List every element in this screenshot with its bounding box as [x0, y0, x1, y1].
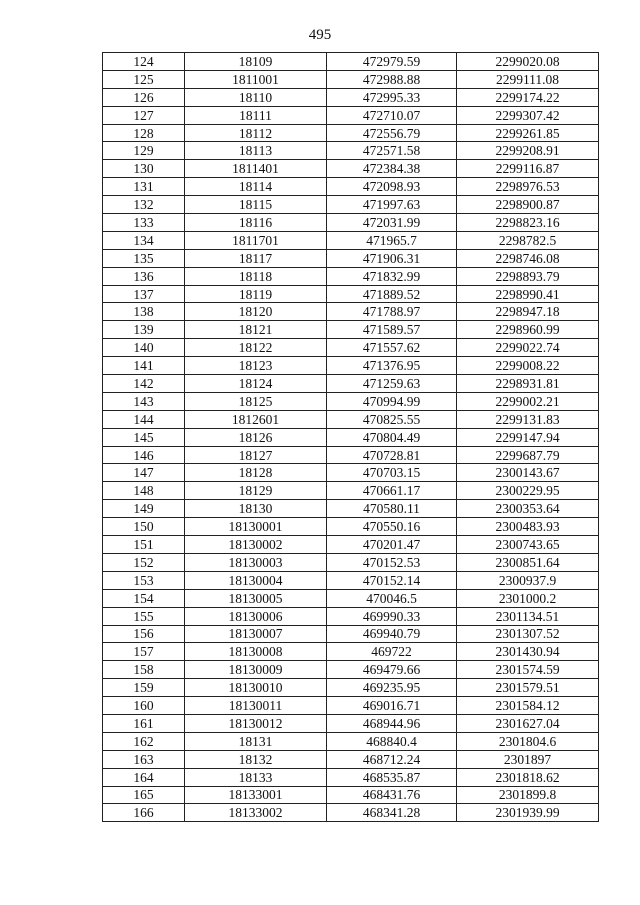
table-row: [103, 446, 599, 464]
y-coordinate-cell: 2301939.99: [457, 804, 599, 822]
x-coordinate-cell: 470994.99: [327, 392, 457, 410]
x-coordinate-cell: 470152.53: [327, 553, 457, 571]
row-number-cell: 149: [103, 500, 185, 518]
row-number-cell: 137: [103, 285, 185, 303]
point-id-cell: 18130004: [185, 571, 327, 589]
y-coordinate-cell: 2300229.95: [457, 482, 599, 500]
row-number-cell: 156: [103, 625, 185, 643]
x-coordinate-cell: 470728.81: [327, 446, 457, 464]
point-id-cell: 18133: [185, 768, 327, 786]
table-row: [103, 142, 599, 160]
y-coordinate-cell: 2301430.94: [457, 643, 599, 661]
y-coordinate-cell: 2298893.79: [457, 267, 599, 285]
table-row: [103, 106, 599, 124]
point-id-cell: 18117: [185, 249, 327, 267]
y-coordinate-cell: 2298823.16: [457, 214, 599, 232]
y-coordinate-cell: 2299008.22: [457, 357, 599, 375]
row-number-cell: 166: [103, 804, 185, 822]
point-id-cell: 18116: [185, 214, 327, 232]
y-coordinate-cell: 2299116.87: [457, 160, 599, 178]
table-row: [103, 804, 599, 822]
x-coordinate-cell: 471889.52: [327, 285, 457, 303]
y-coordinate-cell: 2301307.52: [457, 625, 599, 643]
point-id-cell: 18130: [185, 500, 327, 518]
table-row: [103, 357, 599, 375]
x-coordinate-cell: 469016.71: [327, 697, 457, 715]
row-number-cell: 142: [103, 375, 185, 393]
point-id-cell: 18123: [185, 357, 327, 375]
y-coordinate-cell: 2301000.2: [457, 589, 599, 607]
point-id-cell: 18130012: [185, 714, 327, 732]
x-coordinate-cell: 472384.38: [327, 160, 457, 178]
table-row: [103, 518, 599, 536]
y-coordinate-cell: 2301134.51: [457, 607, 599, 625]
y-coordinate-cell: 2299022.74: [457, 339, 599, 357]
row-number-cell: 134: [103, 231, 185, 249]
x-coordinate-cell: 470550.16: [327, 518, 457, 536]
y-coordinate-cell: 2298960.99: [457, 321, 599, 339]
point-id-cell: 18126: [185, 428, 327, 446]
point-id-cell: 18133002: [185, 804, 327, 822]
row-number-cell: 133: [103, 214, 185, 232]
point-id-cell: 18133001: [185, 786, 327, 804]
y-coordinate-cell: 2299020.08: [457, 53, 599, 71]
y-coordinate-cell: 2299261.85: [457, 124, 599, 142]
x-coordinate-cell: 468431.76: [327, 786, 457, 804]
y-coordinate-cell: 2298900.87: [457, 196, 599, 214]
point-id-cell: 18130011: [185, 697, 327, 715]
table-row: [103, 500, 599, 518]
row-number-cell: 159: [103, 679, 185, 697]
x-coordinate-cell: 471557.62: [327, 339, 457, 357]
point-id-cell: 18130007: [185, 625, 327, 643]
point-id-cell: 18129: [185, 482, 327, 500]
x-coordinate-cell: 471589.57: [327, 321, 457, 339]
point-id-cell: 18130003: [185, 553, 327, 571]
point-id-cell: 18124: [185, 375, 327, 393]
row-number-cell: 143: [103, 392, 185, 410]
x-coordinate-cell: 468712.24: [327, 750, 457, 768]
x-coordinate-cell: 471832.99: [327, 267, 457, 285]
table-row: [103, 643, 599, 661]
point-id-cell: 18130008: [185, 643, 327, 661]
point-id-cell: 18132: [185, 750, 327, 768]
point-id-cell: 18111: [185, 106, 327, 124]
row-number-cell: 139: [103, 321, 185, 339]
y-coordinate-cell: 2300143.67: [457, 464, 599, 482]
table-row: [103, 428, 599, 446]
y-coordinate-cell: 2301627.04: [457, 714, 599, 732]
x-coordinate-cell: 470825.55: [327, 410, 457, 428]
point-id-cell: 18127: [185, 446, 327, 464]
y-coordinate-cell: 2301804.6: [457, 732, 599, 750]
table-row: [103, 679, 599, 697]
table-row: [103, 464, 599, 482]
y-coordinate-cell: 2299174.22: [457, 88, 599, 106]
x-coordinate-cell: 470804.49: [327, 428, 457, 446]
table-row: [103, 303, 599, 321]
table-row: [103, 625, 599, 643]
table-row: [103, 375, 599, 393]
point-id-cell: 18114: [185, 178, 327, 196]
x-coordinate-cell: 471906.31: [327, 249, 457, 267]
y-coordinate-cell: 2300743.65: [457, 536, 599, 554]
table-row: [103, 410, 599, 428]
point-id-cell: 18112: [185, 124, 327, 142]
row-number-cell: 131: [103, 178, 185, 196]
y-coordinate-cell: 2300483.93: [457, 518, 599, 536]
point-id-cell: 18128: [185, 464, 327, 482]
y-coordinate-cell: 2301574.59: [457, 661, 599, 679]
y-coordinate-cell: 2299147.94: [457, 428, 599, 446]
point-id-cell: 18115: [185, 196, 327, 214]
table-row: [103, 88, 599, 106]
row-number-cell: 152: [103, 553, 185, 571]
point-id-cell: 1812601: [185, 410, 327, 428]
row-number-cell: 127: [103, 106, 185, 124]
table-row: [103, 768, 599, 786]
x-coordinate-cell: 472979.59: [327, 53, 457, 71]
table-row: [103, 70, 599, 88]
point-id-cell: 18130002: [185, 536, 327, 554]
y-coordinate-cell: 2301579.51: [457, 679, 599, 697]
row-number-cell: 147: [103, 464, 185, 482]
table-row: [103, 196, 599, 214]
x-coordinate-cell: 470046.5: [327, 589, 457, 607]
row-number-cell: 158: [103, 661, 185, 679]
x-coordinate-cell: 470661.17: [327, 482, 457, 500]
row-number-cell: 160: [103, 697, 185, 715]
table-row: [103, 178, 599, 196]
point-id-cell: 1811701: [185, 231, 327, 249]
x-coordinate-cell: 469722: [327, 643, 457, 661]
table-row: [103, 53, 599, 71]
x-coordinate-cell: 471259.63: [327, 375, 457, 393]
y-coordinate-cell: 2299111.08: [457, 70, 599, 88]
x-coordinate-cell: 471788.97: [327, 303, 457, 321]
table-row: [103, 786, 599, 804]
row-number-cell: 125: [103, 70, 185, 88]
table-row: [103, 392, 599, 410]
y-coordinate-cell: 2301584.12: [457, 697, 599, 715]
point-id-cell: 18131: [185, 732, 327, 750]
row-number-cell: 132: [103, 196, 185, 214]
x-coordinate-cell: 472571.58: [327, 142, 457, 160]
row-number-cell: 164: [103, 768, 185, 786]
table-row: [103, 607, 599, 625]
table-row: [103, 589, 599, 607]
table-row: [103, 536, 599, 554]
row-number-cell: 153: [103, 571, 185, 589]
point-id-cell: 18122: [185, 339, 327, 357]
point-id-cell: 1811001: [185, 70, 327, 88]
x-coordinate-cell: 470703.15: [327, 464, 457, 482]
point-id-cell: 18125: [185, 392, 327, 410]
y-coordinate-cell: 2298931.81: [457, 375, 599, 393]
row-number-cell: 141: [103, 357, 185, 375]
point-id-cell: 18113: [185, 142, 327, 160]
row-number-cell: 155: [103, 607, 185, 625]
x-coordinate-cell: 470580.11: [327, 500, 457, 518]
row-number-cell: 145: [103, 428, 185, 446]
x-coordinate-cell: 468944.96: [327, 714, 457, 732]
row-number-cell: 157: [103, 643, 185, 661]
y-coordinate-cell: 2300851.64: [457, 553, 599, 571]
table-row: [103, 714, 599, 732]
x-coordinate-cell: 471997.63: [327, 196, 457, 214]
y-coordinate-cell: 2299002.21: [457, 392, 599, 410]
point-id-cell: 18109: [185, 53, 327, 71]
x-coordinate-cell: 469479.66: [327, 661, 457, 679]
table-row: [103, 697, 599, 715]
x-coordinate-cell: 472988.88: [327, 70, 457, 88]
y-coordinate-cell: 2301897: [457, 750, 599, 768]
row-number-cell: 135: [103, 249, 185, 267]
x-coordinate-cell: 469940.79: [327, 625, 457, 643]
y-coordinate-cell: 2298990.41: [457, 285, 599, 303]
table-row: [103, 267, 599, 285]
y-coordinate-cell: 2299208.91: [457, 142, 599, 160]
y-coordinate-cell: 2298976.53: [457, 178, 599, 196]
x-coordinate-cell: 468840.4: [327, 732, 457, 750]
row-number-cell: 154: [103, 589, 185, 607]
row-number-cell: 162: [103, 732, 185, 750]
x-coordinate-cell: 472098.93: [327, 178, 457, 196]
point-id-cell: 18130005: [185, 589, 327, 607]
point-id-cell: 18120: [185, 303, 327, 321]
table-row: [103, 124, 599, 142]
point-id-cell: 18130006: [185, 607, 327, 625]
x-coordinate-cell: 472995.33: [327, 88, 457, 106]
x-coordinate-cell: 469990.33: [327, 607, 457, 625]
x-coordinate-cell: 472031.99: [327, 214, 457, 232]
table-row: [103, 571, 599, 589]
row-number-cell: 129: [103, 142, 185, 160]
row-number-cell: 148: [103, 482, 185, 500]
point-id-cell: 18130009: [185, 661, 327, 679]
y-coordinate-cell: 2300937.9: [457, 571, 599, 589]
row-number-cell: 163: [103, 750, 185, 768]
y-coordinate-cell: 2299307.42: [457, 106, 599, 124]
point-id-cell: 18110: [185, 88, 327, 106]
row-number-cell: 161: [103, 714, 185, 732]
x-coordinate-cell: 470201.47: [327, 536, 457, 554]
y-coordinate-cell: 2298746.08: [457, 249, 599, 267]
table-row: [103, 321, 599, 339]
y-coordinate-cell: 2299131.83: [457, 410, 599, 428]
row-number-cell: 136: [103, 267, 185, 285]
point-id-cell: 18130010: [185, 679, 327, 697]
row-number-cell: 138: [103, 303, 185, 321]
row-number-cell: 130: [103, 160, 185, 178]
point-id-cell: 18119: [185, 285, 327, 303]
y-coordinate-cell: 2298947.18: [457, 303, 599, 321]
y-coordinate-cell: 2301818.62: [457, 768, 599, 786]
table-row: [103, 732, 599, 750]
point-id-cell: 18130001: [185, 518, 327, 536]
table-row: [103, 553, 599, 571]
table-row: [103, 249, 599, 267]
table-row: [103, 339, 599, 357]
y-coordinate-cell: 2299687.79: [457, 446, 599, 464]
table-row: [103, 661, 599, 679]
point-id-cell: 1811401: [185, 160, 327, 178]
x-coordinate-cell: 472710.07: [327, 106, 457, 124]
row-number-cell: 140: [103, 339, 185, 357]
y-coordinate-cell: 2300353.64: [457, 500, 599, 518]
row-number-cell: 165: [103, 786, 185, 804]
table-row: [103, 285, 599, 303]
row-number-cell: 126: [103, 88, 185, 106]
coordinates-table-body: [103, 53, 599, 822]
x-coordinate-cell: 468535.87: [327, 768, 457, 786]
row-number-cell: 151: [103, 536, 185, 554]
x-coordinate-cell: 468341.28: [327, 804, 457, 822]
y-coordinate-cell: 2298782.5: [457, 231, 599, 249]
x-coordinate-cell: 471965.7: [327, 231, 457, 249]
coordinates-table: [102, 52, 599, 822]
table-row: [103, 482, 599, 500]
x-coordinate-cell: 471376.95: [327, 357, 457, 375]
row-number-cell: 144: [103, 410, 185, 428]
y-coordinate-cell: 2301899.8: [457, 786, 599, 804]
table-row: [103, 231, 599, 249]
x-coordinate-cell: 470152.14: [327, 571, 457, 589]
point-id-cell: 18121: [185, 321, 327, 339]
point-id-cell: 18118: [185, 267, 327, 285]
x-coordinate-cell: 472556.79: [327, 124, 457, 142]
table-row: [103, 214, 599, 232]
x-coordinate-cell: 469235.95: [327, 679, 457, 697]
table-row: [103, 750, 599, 768]
table-row: [103, 160, 599, 178]
row-number-cell: 124: [103, 53, 185, 71]
page-number: 495: [308, 27, 332, 43]
row-number-cell: 128: [103, 124, 185, 142]
row-number-cell: 150: [103, 518, 185, 536]
row-number-cell: 146: [103, 446, 185, 464]
